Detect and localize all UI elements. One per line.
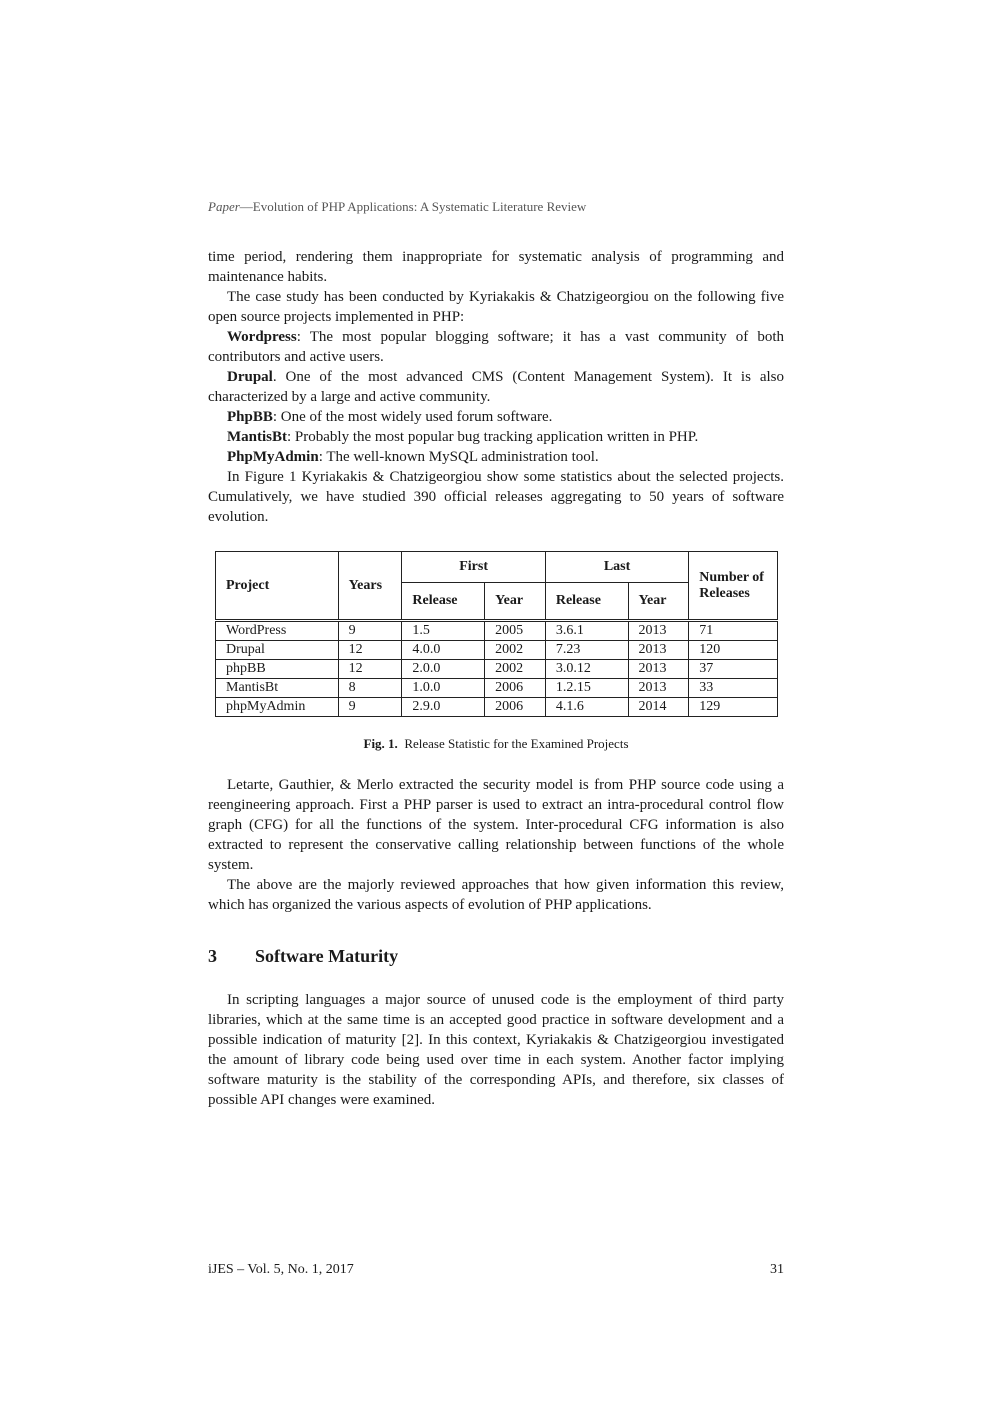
header-number-of-releases: Number of Releases	[689, 552, 778, 621]
project-description: . One of the most advanced CMS (Content Management System). It is also characterized by a large and active community.	[208, 369, 784, 405]
section-heading	[208, 946, 398, 967]
section-title: Software Maturity	[255, 946, 399, 966]
table-cell: 1.2.15	[545, 679, 628, 698]
table-cell: 2013	[628, 621, 689, 641]
table-cell: 120	[689, 641, 778, 660]
paragraph: In scripting languages a major source of unused code is the employment of third party libraries, which at the same time is an accepted good practice in software development and a possible indication of maturity [2]. In this context, Kyriakakis & Chatzigeorgiou investigated the amount of library code being used over time in each system. Another factor implying software maturity is the stability of the corresponding APIs, and therefore, six classes of possible API changes were examined.	[208, 992, 784, 1108]
table-cell: 3.6.1	[545, 621, 628, 641]
table-cell: 2006	[485, 698, 546, 717]
table-cell: phpMyAdmin	[216, 698, 339, 717]
project-term: Wordpress	[227, 329, 297, 345]
table-cell: WordPress	[216, 621, 339, 641]
running-header	[208, 199, 586, 215]
paragraph: time period, rendering them inappropriate for systematic analysis of programming and maintenance habits.	[208, 249, 784, 285]
body-block-intro	[208, 247, 784, 527]
project-item-phpbb	[208, 407, 784, 427]
table-cell: 2013	[628, 641, 689, 660]
header-first: First	[402, 552, 545, 583]
table-cell: 33	[689, 679, 778, 698]
table-cell: 1.5	[402, 621, 485, 641]
table-cell: 12	[338, 660, 402, 679]
table-cell: 4.0.0	[402, 641, 485, 660]
table-cell: 9	[338, 698, 402, 717]
table-cell: 12	[338, 641, 402, 660]
project-term: Drupal	[227, 369, 273, 385]
project-term: MantisBt	[227, 429, 287, 445]
table-cell: 2005	[485, 621, 546, 641]
project-item-drupal	[208, 367, 784, 407]
project-item-wordpress	[208, 327, 784, 367]
table-cell: MantisBt	[216, 679, 339, 698]
table-cell: 7.23	[545, 641, 628, 660]
project-item-phpmyadmin	[208, 447, 784, 467]
table-cell: 2.9.0	[402, 698, 485, 717]
header-project: Project	[216, 552, 339, 621]
table-cell: 2002	[485, 641, 546, 660]
table-cell: 37	[689, 660, 778, 679]
header-label: Paper	[208, 199, 240, 214]
table-row	[216, 698, 778, 717]
table-cell: 3.0.12	[545, 660, 628, 679]
paragraph: Letarte, Gauthier, & Merlo extracted the security model is from PHP source code using a reengineering approach. First a PHP parser is used to extract an intra-procedural control flow graph (CFG) for all the functions of the system. Inter-procedural CFG information is also extracted to represent the conservative calling relationship between functions of the whole system.	[208, 777, 784, 873]
body-block-maturity	[208, 990, 784, 1110]
table-cell: 2002	[485, 660, 546, 679]
project-description: : Probably the most popular bug tracking application written in PHP.	[287, 429, 699, 445]
figure-label: Fig. 1.	[363, 736, 398, 751]
paragraph: In Figure 1 Kyriakakis & Chatzigeorgiou show some statistics about the selected projects. Cumulatively, we have studied 390 official releases aggregating to 50 years of software evolution.	[208, 469, 784, 525]
table-cell: 71	[689, 621, 778, 641]
release-statistics-table	[215, 551, 778, 717]
table-cell: Drupal	[216, 641, 339, 660]
header-first-year: Year	[485, 583, 546, 621]
table-row	[216, 660, 778, 679]
table-row	[216, 641, 778, 660]
table-cell: 1.0.0	[402, 679, 485, 698]
body-block-approaches	[208, 775, 784, 915]
paragraph: The case study has been conducted by Kyriakakis & Chatzigeorgiou on the following five open source projects implemented in PHP:	[208, 289, 784, 325]
project-term: PhpBB	[227, 409, 273, 425]
table-cell: 4.1.6	[545, 698, 628, 717]
header-title: —Evolution of PHP Applications: A Systematic Literature Review	[239, 199, 587, 214]
table-cell: 2013	[628, 660, 689, 679]
header-years: Years	[338, 552, 402, 621]
project-description: : One of the most widely used forum software.	[272, 409, 553, 425]
header-last-year: Year	[628, 583, 689, 621]
table-row	[216, 621, 778, 641]
table-cell: 129	[689, 698, 778, 717]
project-description: : The most popular blogging software; it has a vast community of both contributors and active users.	[208, 329, 784, 365]
table-cell: 2006	[485, 679, 546, 698]
table-cell: 9	[338, 621, 402, 641]
paragraph: The above are the majorly reviewed approaches that how given information this review, which has organized the various aspects of evolution of PHP applications.	[208, 877, 784, 913]
project-item-mantisbt	[208, 427, 784, 447]
section-number: 3	[208, 946, 217, 966]
table-cell: 2.0.0	[402, 660, 485, 679]
table-body	[216, 621, 778, 717]
table-cell: phpBB	[216, 660, 339, 679]
footer-page-number: 31	[770, 1262, 784, 1277]
table-cell: 2014	[628, 698, 689, 717]
header-last-release: Release	[545, 583, 628, 621]
header-last: Last	[545, 552, 688, 583]
footer-journal: iJES – Vol. 5, No. 1, 2017	[208, 1262, 354, 1277]
project-description: : The well-known MySQL administration tool.	[318, 449, 599, 465]
project-term: PhpMyAdmin	[227, 449, 319, 465]
header-first-release: Release	[402, 583, 485, 621]
figure-caption-text: Release Statistic for the Examined Projects	[404, 736, 629, 751]
table-cell: 2013	[628, 679, 689, 698]
table-row	[216, 679, 778, 698]
figure-caption	[208, 736, 784, 752]
table-cell: 8	[338, 679, 402, 698]
